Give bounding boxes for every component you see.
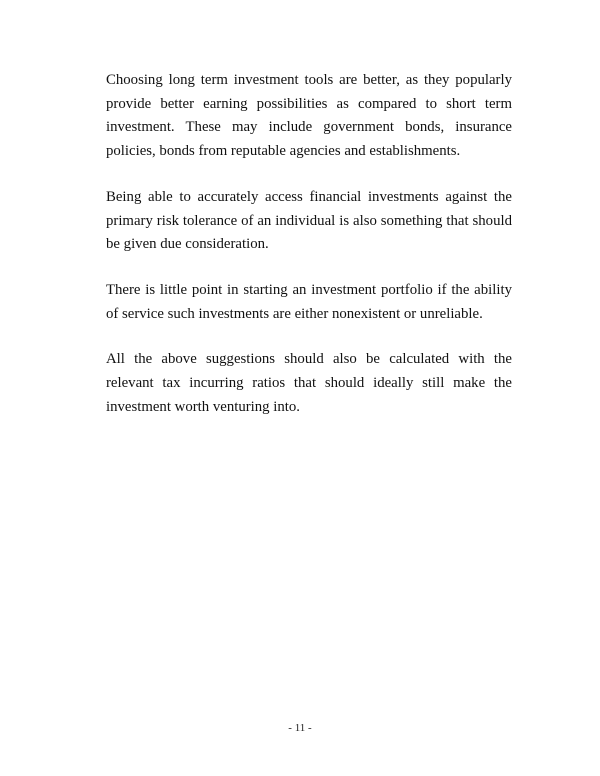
page-body (106, 69, 512, 441)
page-number: - 11 - (288, 722, 312, 734)
paragraph: Choosing long term investment tools are better, as they popularly provide better earning possibilities as compared to short term investment. These may include government bonds, insurance policies, bonds from reputable agencies and establishments. (106, 72, 512, 160)
paragraph: Being able to accurately access financial investments against the primary risk tolerance of an individual is also something that should be given due consideration. (106, 188, 512, 253)
paragraph: All the above suggestions should also be calculated with the relevant tax incurring ratios that should ideally still make the investment worth venturing into. (106, 351, 512, 415)
paragraph: There is little point in starting an investment portfolio if the ability of service such investments are either nonexistent or unreliable. (106, 281, 512, 322)
